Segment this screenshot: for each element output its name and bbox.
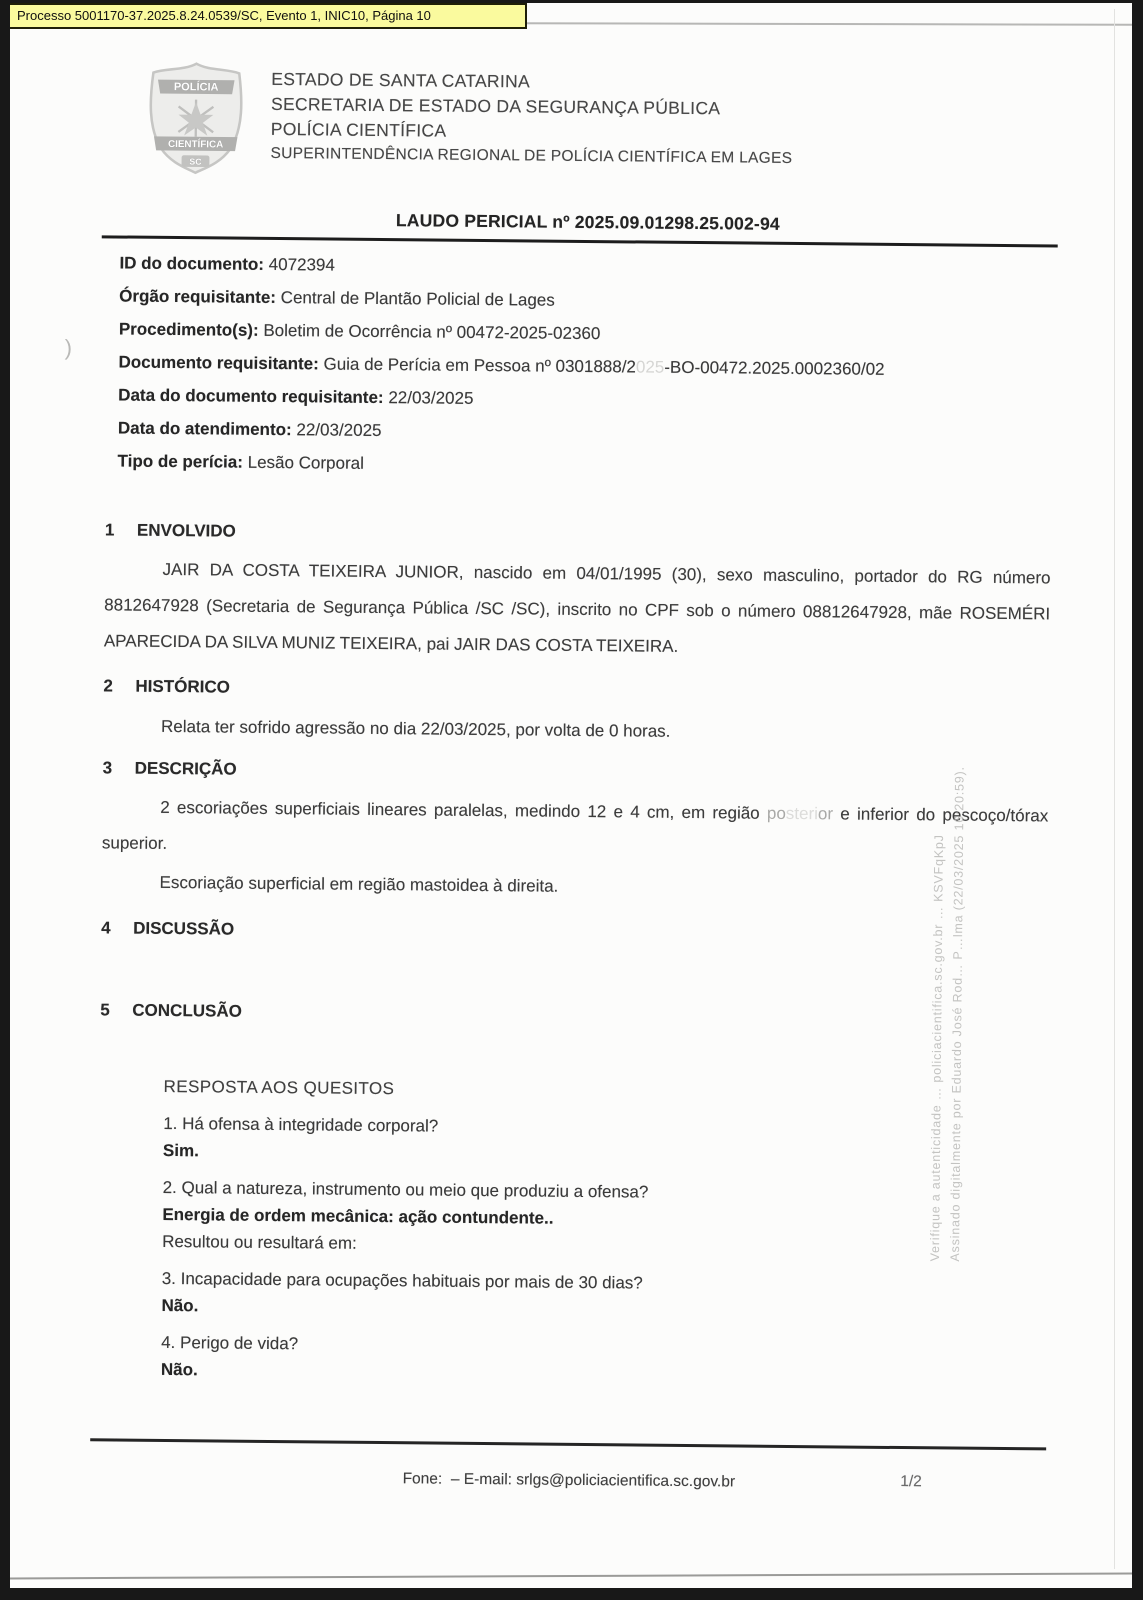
section-title: DESCRIÇÃO: [134, 758, 237, 779]
quesitos-block: [161, 1074, 944, 1390]
quesito-answer: Energia de ordem mecânica: ação contundente..: [162, 1204, 554, 1228]
quesito-question: 3. Incapacidade para ocupações habituais por mais de 30 dias?: [161, 1268, 643, 1293]
section-number: 3: [102, 758, 113, 778]
digital-signature-note: Assinado digitalmente por Eduardo José Rod… P…lma (22/03/2025 16:20:59).: [947, 766, 967, 1262]
section-number: 5: [100, 1000, 110, 1020]
page-footer: [96, 1467, 1042, 1494]
field-value: 22/03/2025: [296, 420, 382, 441]
agency-line-2: SECRETARIA DE ESTADO DA SEGURANÇA PÚBLICA: [270, 93, 721, 119]
field-label: Procedimento(s):: [118, 319, 259, 340]
field-label: Data do atendimento:: [117, 418, 292, 440]
report-title: LAUDO PERICIAL nº 2025.09.01298.25.002-94: [395, 210, 780, 234]
faded-word-part: po: [766, 803, 786, 823]
footer-rule: [90, 1438, 1046, 1450]
metadata-fields: [117, 246, 1057, 486]
quesito-answer: Sim.: [162, 1140, 199, 1161]
quesitos-title: RESPOSTA AOS QUESITOS: [163, 1076, 395, 1099]
descricao-paragraph-1: [102, 789, 1049, 870]
scan-right-seam: [1114, 9, 1115, 1569]
badge-bottom-label: CIENTÍFICA: [167, 138, 224, 151]
policia-cientifica-badge-icon: [136, 60, 257, 179]
field-label: Órgão requisitante:: [119, 286, 277, 307]
quesito-question: 2. Qual a natureza, instrumento ou meio que produziu a ofensa?: [162, 1177, 649, 1202]
field-value: Boletim de Ocorrência nº 00472-2025-02360: [263, 320, 601, 344]
section-heading-envolvido: [105, 517, 1065, 552]
page-number: 1/2: [900, 1473, 922, 1491]
scan-bottom-edge: [10, 1573, 1132, 1580]
field-label: Documento requisitante:: [118, 352, 319, 374]
section-number: 4: [101, 918, 111, 938]
section-heading-descricao: [103, 755, 1063, 790]
badge-top-label: POLÍCIA: [173, 81, 219, 94]
title-rule: [102, 235, 1058, 247]
envolvido-paragraph: JAIR DA COSTA TEIXEIRA JUNIOR, nascido em 04/01/1995 (30), sexo masculino, portador do RG número 8812647928 (Secretaria de Segurança Pública /SC /SC), inscrito no CPF sob o número 08812647928, mãe ROSEMÉRI APARECIDA DA SILVA MUNIZ TEIXEIRA, pai JAIR DAS COSTA TEIXEIRA.: [103, 559, 1051, 656]
historico-paragraph: Relata ter sofrido agressão no dia 22/03/2025, por volta de 0 horas.: [160, 716, 671, 741]
quesito-question: 4. Perigo de vida?: [161, 1332, 299, 1354]
section-title: CONCLUSÃO: [132, 1000, 242, 1021]
field-value: Lesão Corporal: [247, 452, 364, 473]
quesito-answer: Não.: [160, 1359, 198, 1380]
badge-sc-label: SC: [189, 156, 202, 167]
section-heading-discussao: [101, 915, 1061, 950]
scan-artifact: ): [64, 334, 73, 361]
field-label: Data do documento requisitante:: [118, 385, 384, 408]
process-banner: Processo 5001170-37.2025.8.24.0539/SC, Evento 1, INIC10, Página 10: [10, 3, 527, 29]
field-value: Central de Plantão Policial de Lages: [280, 288, 555, 310]
section-title: ENVOLVIDO: [136, 520, 236, 541]
footer-contact: Fone: – E-mail: srlgs@policiacientifica.sc.gov.br: [402, 1470, 736, 1491]
descricao-text: 2 escoriações superficiais lineares paralelas, medindo 12 e 4 cm, em região: [160, 797, 768, 823]
agency-line-1: ESTADO DE SANTA CATARINA: [271, 68, 531, 92]
agency-line-4: SUPERINTENDÊNCIA REGIONAL DE POLÍCIA CIENTÍFICA EM LAGES: [270, 144, 793, 167]
quesito-note: Resultou ou resultará em:: [162, 1231, 357, 1253]
field-value: -BO-00472.2025.0002360/02: [664, 357, 885, 379]
field-value: 22/03/2025: [388, 388, 474, 408]
scanned-content: [10, 3, 1070, 1495]
section-title: HISTÓRICO: [135, 676, 230, 697]
section-number: 2: [103, 676, 114, 696]
section-heading-conclusao: [100, 997, 1060, 1032]
agency-line-3: POLÍCIA CIENTÍFICA: [270, 118, 447, 141]
field-label: ID do documento:: [119, 253, 265, 274]
descricao-paragraph-2: Escoriação superficial em região mastoidea à direita.: [159, 872, 559, 896]
faded-word-part: steri: [785, 803, 819, 824]
letterhead: [136, 60, 1069, 187]
field-value: 4072394: [268, 254, 335, 275]
faded-word-part: or: [817, 804, 834, 824]
section-title: DISCUSSÃO: [133, 918, 235, 939]
authenticity-note: Verifique a autenticidade … policiacientifica.sc.gov.br … KSVFqKpJ: [927, 834, 947, 1262]
document-page: [10, 3, 1132, 1588]
agency-name-block: [270, 61, 793, 171]
quesito-answer: Não.: [161, 1295, 199, 1316]
descricao-text: e inferior do pescoço/tórax superior.: [101, 804, 1049, 853]
field-value: Guia de Perícia em Pessoa nº 0301888/2: [323, 354, 637, 377]
field-label: Tipo de perícia:: [117, 451, 244, 472]
section-number: 1: [104, 520, 115, 540]
section-heading-historico: [103, 673, 1063, 708]
quesito-question: 1. Há ofensa à integridade corporal?: [163, 1113, 439, 1136]
field-value-faded: 025: [635, 357, 665, 377]
